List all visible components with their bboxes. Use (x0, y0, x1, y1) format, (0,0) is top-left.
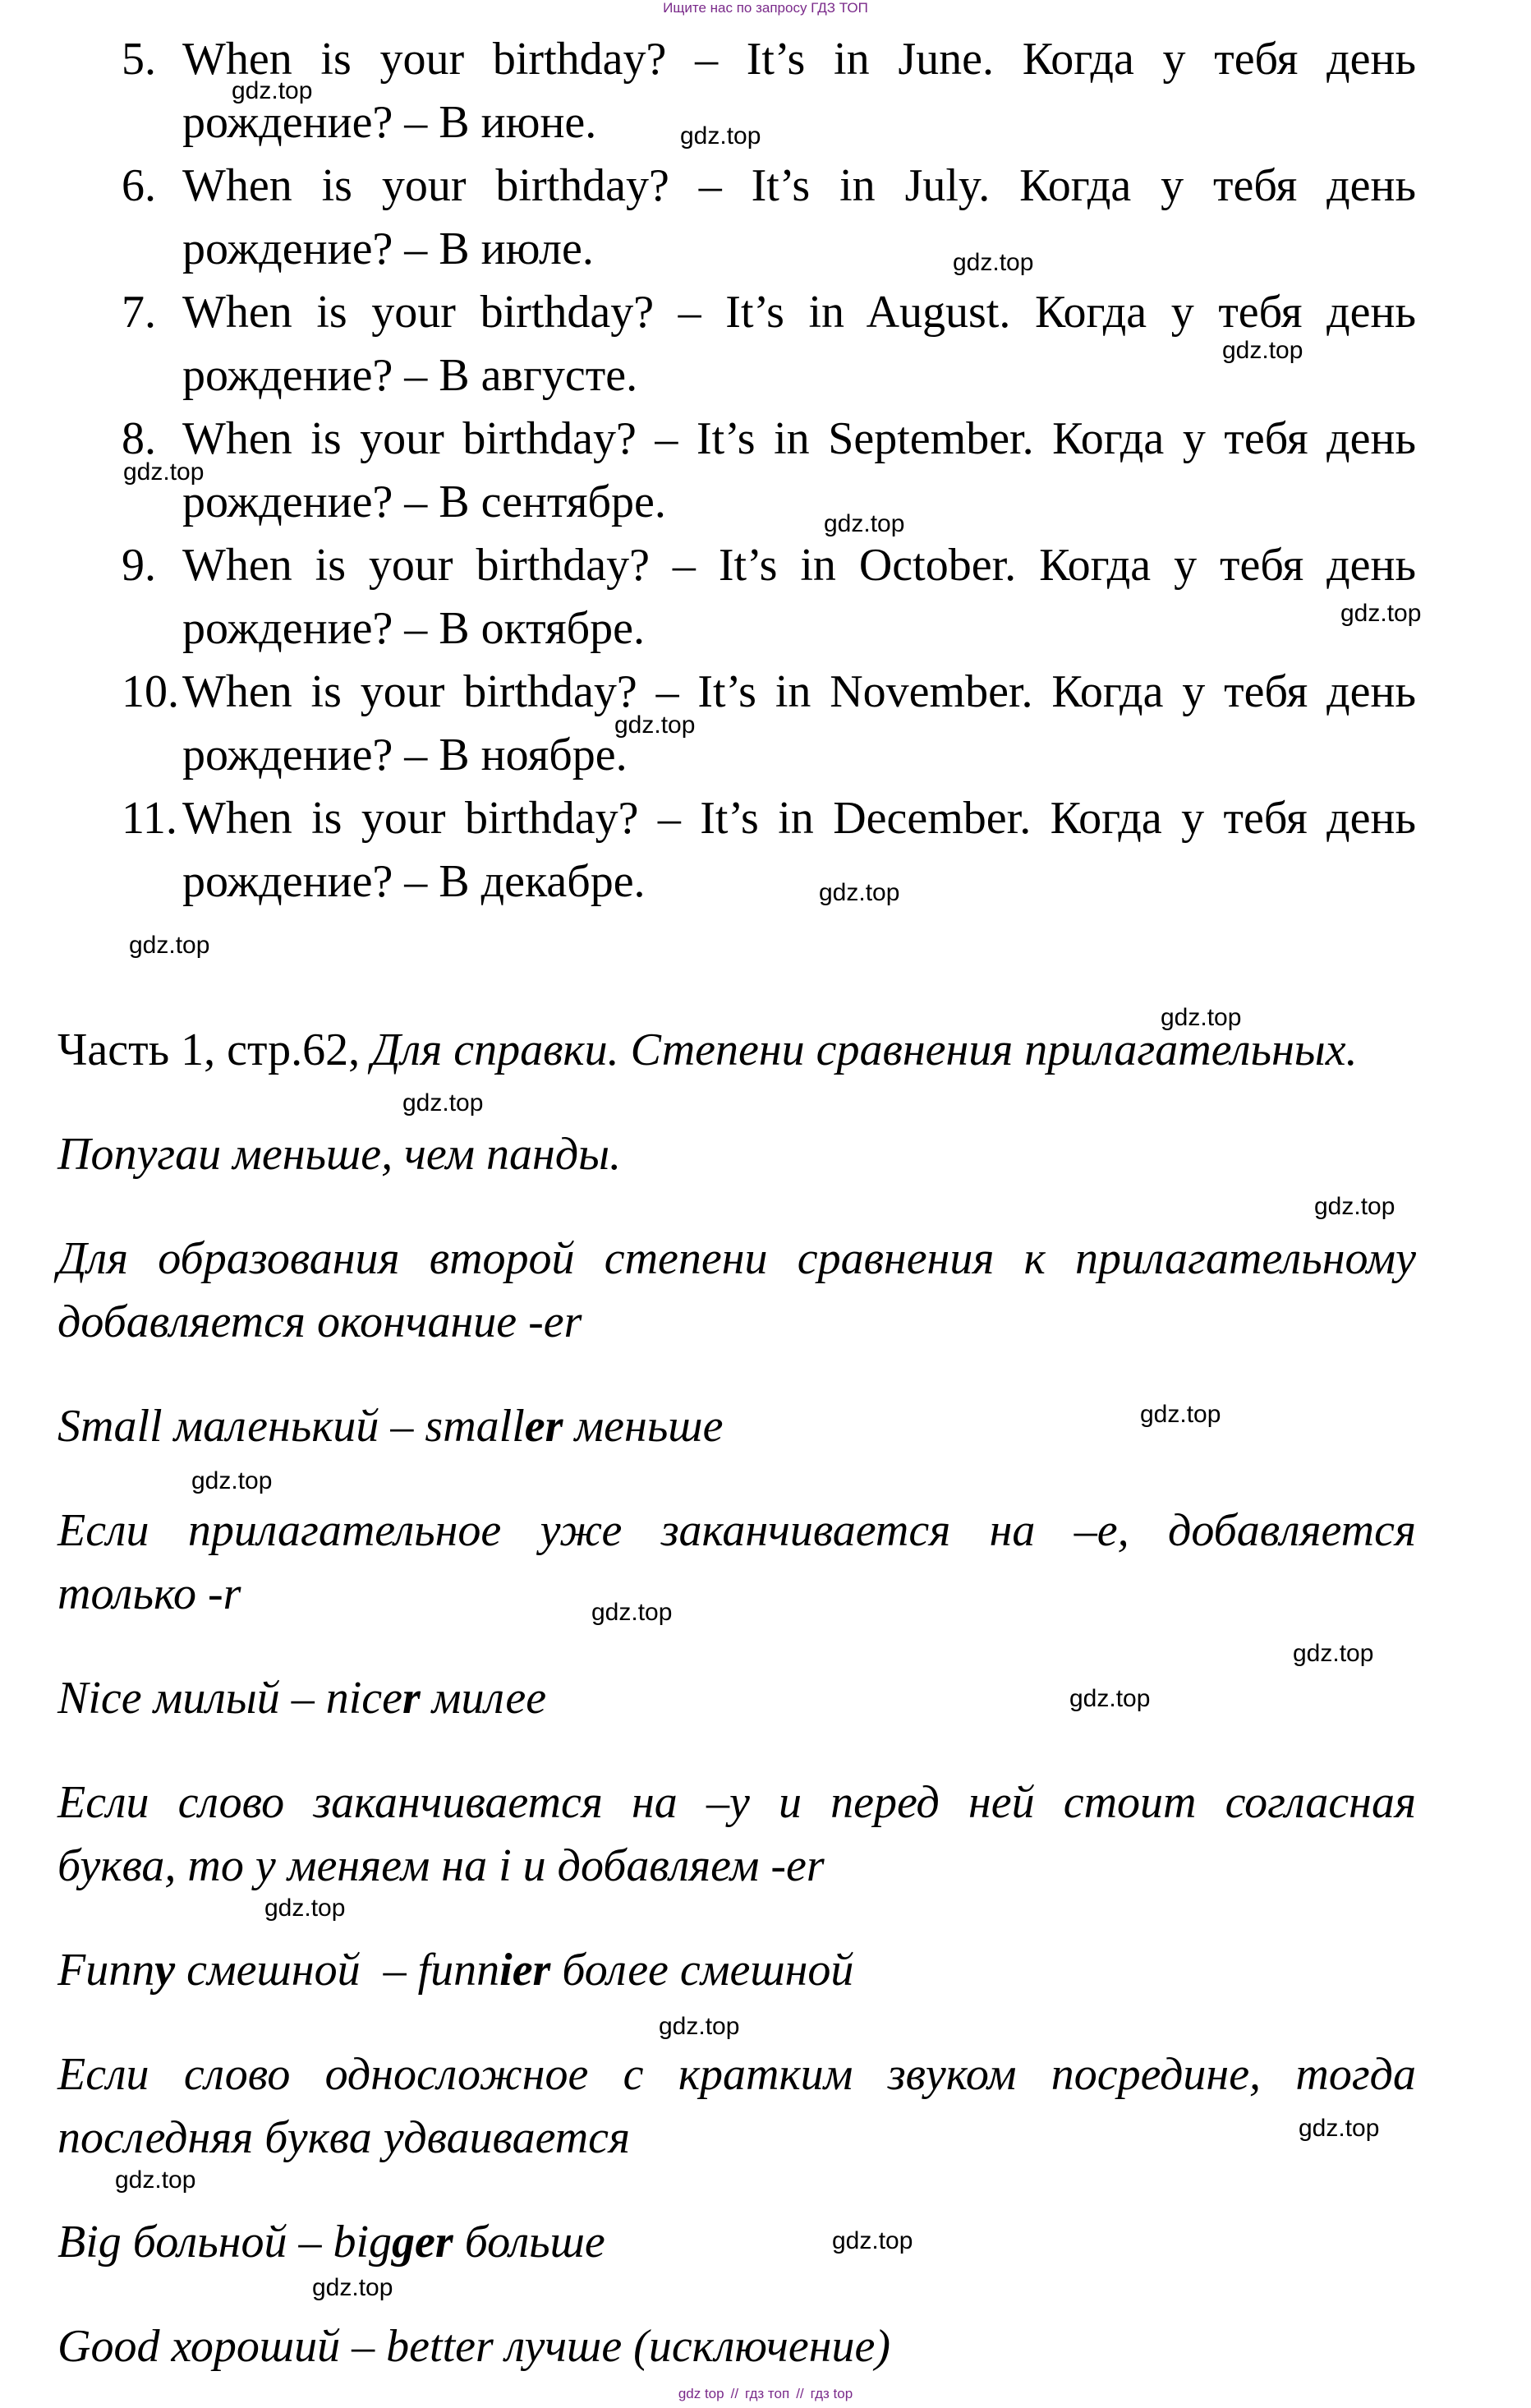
example-suffix: ier (499, 1945, 551, 1996)
example-text: Nice милый – nice (57, 1673, 402, 1724)
footer-text: гдз top (810, 2386, 853, 2401)
list-item (122, 787, 1416, 914)
example-text: меньше (563, 1401, 724, 1452)
list-item (122, 534, 1416, 661)
list-number: 8. (122, 413, 156, 464)
footer-separator: // (730, 2386, 739, 2401)
list-answer: рождение? – В декабре. (182, 856, 646, 907)
watermark: gdz.top (232, 77, 313, 104)
watermark: gdz.top (614, 711, 696, 739)
example-suffix: er (524, 1401, 563, 1452)
list-question: When is your birthday? – It’s in August. Когда у тебя день (182, 287, 1416, 338)
section-heading-title: Для справки. Степени сравнения прилагательных. (371, 1024, 1358, 1075)
list-answer: рождение? – В июне. (182, 97, 597, 148)
rule-text: Для образования второй степени сравнения к прилагательному (57, 1233, 1416, 1284)
top-banner: Ищите нас по запросу ГДЗ ТОП (663, 0, 868, 16)
watermark: gdz.top (115, 2166, 196, 2194)
watermark: gdz.top (1161, 1004, 1242, 1031)
list-answer: рождение? – В сентябре. (182, 477, 666, 527)
list-answer: рождение? – В августе. (182, 350, 638, 401)
example-text: Small маленький – small (57, 1401, 525, 1452)
list-number: 11. (122, 793, 177, 844)
list-question: When is your birthday? – It’s in December. Когда у тебя день (182, 793, 1416, 844)
rule-text: добавляется окончание -er (57, 1296, 582, 1347)
list-question: When is your birthday? – It’s in September. Когда у тебя день (182, 413, 1416, 464)
rule-text: буква, то у меняем на i и добавляем -er (57, 1840, 825, 1891)
watermark: gdz.top (1069, 1685, 1151, 1712)
watermark: gdz.top (191, 1467, 273, 1494)
example-text: Funn (57, 1945, 155, 1996)
watermark: gdz.top (591, 1599, 673, 1626)
example-pair (57, 1667, 1416, 1730)
list-number: 10. (122, 666, 179, 717)
rule-text: последняя буква удваивается (57, 2112, 631, 2163)
example-sentence: Попугаи меньше, чем панды. (57, 1129, 622, 1180)
footer-text: гдз топ (745, 2386, 790, 2401)
example-pair (57, 2211, 1416, 2274)
footer-separator: // (796, 2386, 804, 2401)
list-item (122, 661, 1416, 787)
watermark: gdz.top (1293, 1640, 1374, 1667)
list-question: When is your birthday? – It’s in July. Когда у тебя день (182, 160, 1416, 211)
watermark: gdz.top (819, 879, 900, 906)
example-suffix: y (154, 1945, 176, 1996)
example-pair (57, 1939, 1416, 2002)
footer-text: gdz top (678, 2386, 724, 2401)
section-heading-ref: Часть 1, стр.62, (57, 1024, 372, 1075)
watermark: gdz.top (953, 249, 1034, 276)
watermark: gdz.top (123, 458, 205, 486)
rule-text: Если прилагательное уже заканчивается на –е, добавляется (57, 1505, 1416, 1556)
rule-text: только -r (57, 1568, 241, 1619)
list-answer: рождение? – В июле. (182, 223, 594, 274)
list-question: When is your birthday? – It’s in November. Когда у тебя день (182, 666, 1416, 717)
watermark: gdz.top (1222, 337, 1303, 364)
rule-text: Если слово заканчивается на –у и перед ней стоит согласная (57, 1777, 1416, 1828)
list-number: 6. (122, 160, 156, 211)
example-suffix: ger (392, 2217, 453, 2268)
example-text: Big больной – big (57, 2217, 393, 2268)
example-pair: Good хороший – better лучше (исключение) (57, 2321, 891, 2372)
watermark: gdz.top (832, 2227, 913, 2254)
list-item (122, 28, 1416, 154)
list-answer: рождение? – В октябре. (182, 603, 645, 654)
list-number: 7. (122, 287, 156, 338)
watermark: gdz.top (1299, 2115, 1380, 2142)
list-number: 9. (122, 540, 156, 591)
watermark: gdz.top (680, 122, 761, 150)
watermark: gdz.top (1140, 1401, 1221, 1428)
watermark: gdz.top (1340, 600, 1422, 627)
list-question: When is your birthday? – It’s in June. Когда у тебя день (182, 34, 1416, 85)
rule-text: Если слово односложное с кратким звуком посредине, тогда (57, 2049, 1416, 2100)
list-question: When is your birthday? – It’s in October. Когда у тебя день (182, 540, 1416, 591)
watermark: gdz.top (659, 2013, 740, 2040)
list-item (122, 154, 1416, 281)
example-text: больше (453, 2217, 605, 2268)
example-text: смешной – funn (175, 1945, 500, 1996)
list-answer: рождение? – В ноябре. (182, 730, 628, 780)
watermark: gdz.top (824, 510, 905, 537)
watermark: gdz.top (312, 2274, 393, 2301)
example-text: более смешной (550, 1945, 854, 1996)
footer-banner (0, 2386, 1531, 2402)
example-text: милее (420, 1673, 547, 1724)
watermark: gdz.top (129, 932, 210, 959)
list-number: 5. (122, 34, 156, 85)
watermark: gdz.top (264, 1895, 346, 1922)
example-suffix: r (402, 1673, 421, 1724)
watermark: gdz.top (1314, 1193, 1395, 1220)
list-item (122, 407, 1416, 534)
watermark: gdz.top (402, 1089, 484, 1117)
